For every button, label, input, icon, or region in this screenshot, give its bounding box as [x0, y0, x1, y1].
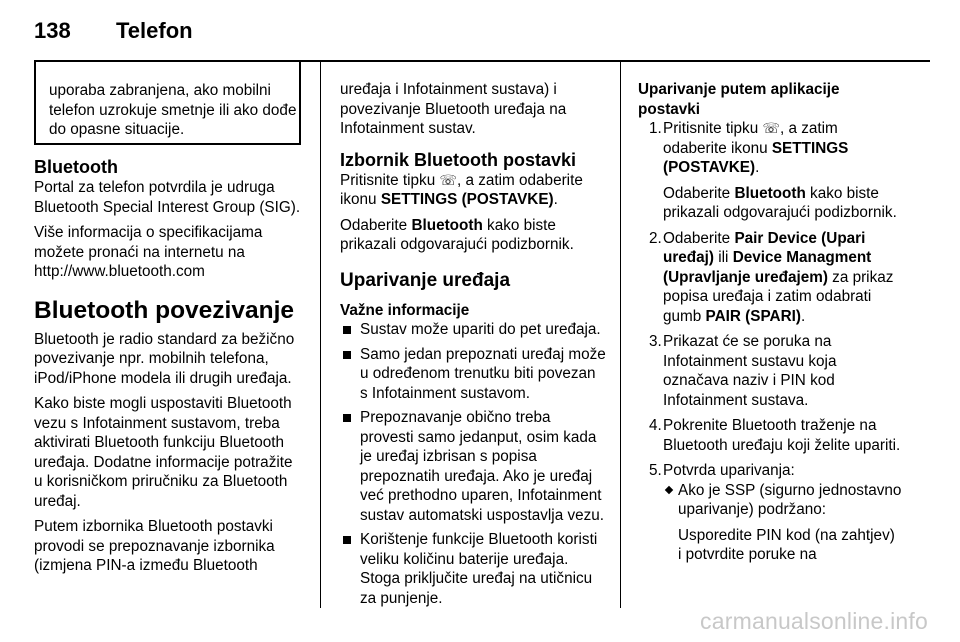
column-3	[638, 80, 902, 565]
sub-list-item: Ako je SSP (sigurno jednostavno uparivanje) podržano:	[638, 481, 902, 520]
list-item-detail: Odaberite Bluetooth kako biste prikazali odgovarajući podizbornik.	[663, 184, 897, 221]
sub-list-item-detail: Usporedite PIN kod (na zahtjev) i potvrdite poruke na	[678, 526, 895, 563]
list-item: Prepoznavanje obično treba provesti samo jedanput, osim kada je uređaj izbrisan s popisa prepoznatih uređaja. Ako je uređaj već prethodno uparen, Infotainment sustav automatski uspostavlja vezu.	[340, 408, 606, 525]
menu-paragraph-1: Pritisnite tipku ☏, a zatim odaberite ikonu SETTINGS (POSTAVKE).	[340, 171, 583, 208]
continuation-text: uređaja i Infotainment sustava) i povezivanje Bluetooth uređaja na Infotainment sustav.	[340, 81, 567, 137]
phone-icon: ☏	[439, 171, 457, 188]
page-number: 138	[34, 18, 71, 43]
page-title: Telefon	[116, 18, 193, 43]
column-divider-1	[320, 62, 321, 608]
watermark: carmanualsonline.info	[700, 608, 928, 634]
phone-icon: ☏	[762, 120, 780, 136]
column-1	[34, 156, 304, 576]
list-item: Korištenje funkcije Bluetooth koristi veliku količinu baterije uređaja. Stoga priključite uređaj na utičnicu za punjenje.	[340, 530, 606, 608]
list-item: 5. Potvrda uparivanja:	[649, 462, 795, 479]
list-item: Samo jedan prepoznati uređaj može u određenom trenutku biti povezan s Infotainment sustavom.	[340, 345, 606, 404]
connection-paragraph-3: Putem izbornika Bluetooth postavki provodi se prepoznavanje izbornika (izmjena PIN-a između Bluetooth	[34, 518, 275, 574]
list-item: 4. Pokrenite Bluetooth traženje na Bluetooth uređaju koji želite upariti.	[649, 417, 901, 454]
connection-paragraph-2: Kako biste mogli uspostaviti Bluetooth vezu s Infotainment sustavom, treba aktivirati Bluetooth funkciju Bluetooth uređaja. Dodatne informacije potražite u korisničkom priručniku za Bluetooth uređaj.	[34, 395, 293, 510]
list-item: 2. Odaberite Pair Device (Upari uređaj) ili Device Managment (Upravljanje uređajem) za prikaz popisa uređaja i zatim odabrati gumb PAIR (SPARI).	[649, 229, 894, 325]
pairing-heading: Uparivanje uređaja	[340, 269, 511, 291]
column-2	[340, 80, 606, 608]
warning-note-text: uporaba zabranjena, ako mobilni telefon uzrokuje smetnje ili ako dođe do opasne situacije.	[49, 82, 297, 138]
connection-heading: Bluetooth povezivanje	[34, 296, 295, 324]
bluetooth-heading: Bluetooth	[34, 157, 118, 177]
bluetooth-paragraph-1: Portal za telefon potvrdila je udruga Bluetooth Special Interest Group (SIG).	[34, 179, 301, 216]
menu-paragraph-2: Odaberite Bluetooth kako biste prikazali odgovarajući podizbornik.	[340, 216, 574, 253]
list-item: 3. Prikazat će se poruka na Infotainment sustavu koja označava naziv i PIN kod Infotainment sustava.	[649, 333, 837, 409]
settings-pairing-heading: Uparivanje putem aplikacije postavki	[638, 81, 840, 118]
list-item: 1. Pritisnite tipku ☏, a zatim odaberite ikonu SETTINGS (POSTAVKE).	[649, 120, 849, 176]
bluetooth-paragraph-2: Više informacija o specifikacijama možete pronaći na internetu na http://www.bluetooth.com	[34, 224, 263, 280]
important-info-heading: Važne informacije	[340, 301, 470, 319]
list-item: Sustav može upariti do pet uređaja.	[340, 320, 606, 340]
warning-note-box	[34, 61, 301, 145]
connection-paragraph-1: Bluetooth je radio standard za bežično povezivanje npr. mobilnih telefona, iPod/iPhone modela ili drugih uređaja.	[34, 330, 295, 387]
column-divider-2	[620, 62, 621, 608]
menu-heading: Izbornik Bluetooth postavki	[340, 149, 577, 170]
